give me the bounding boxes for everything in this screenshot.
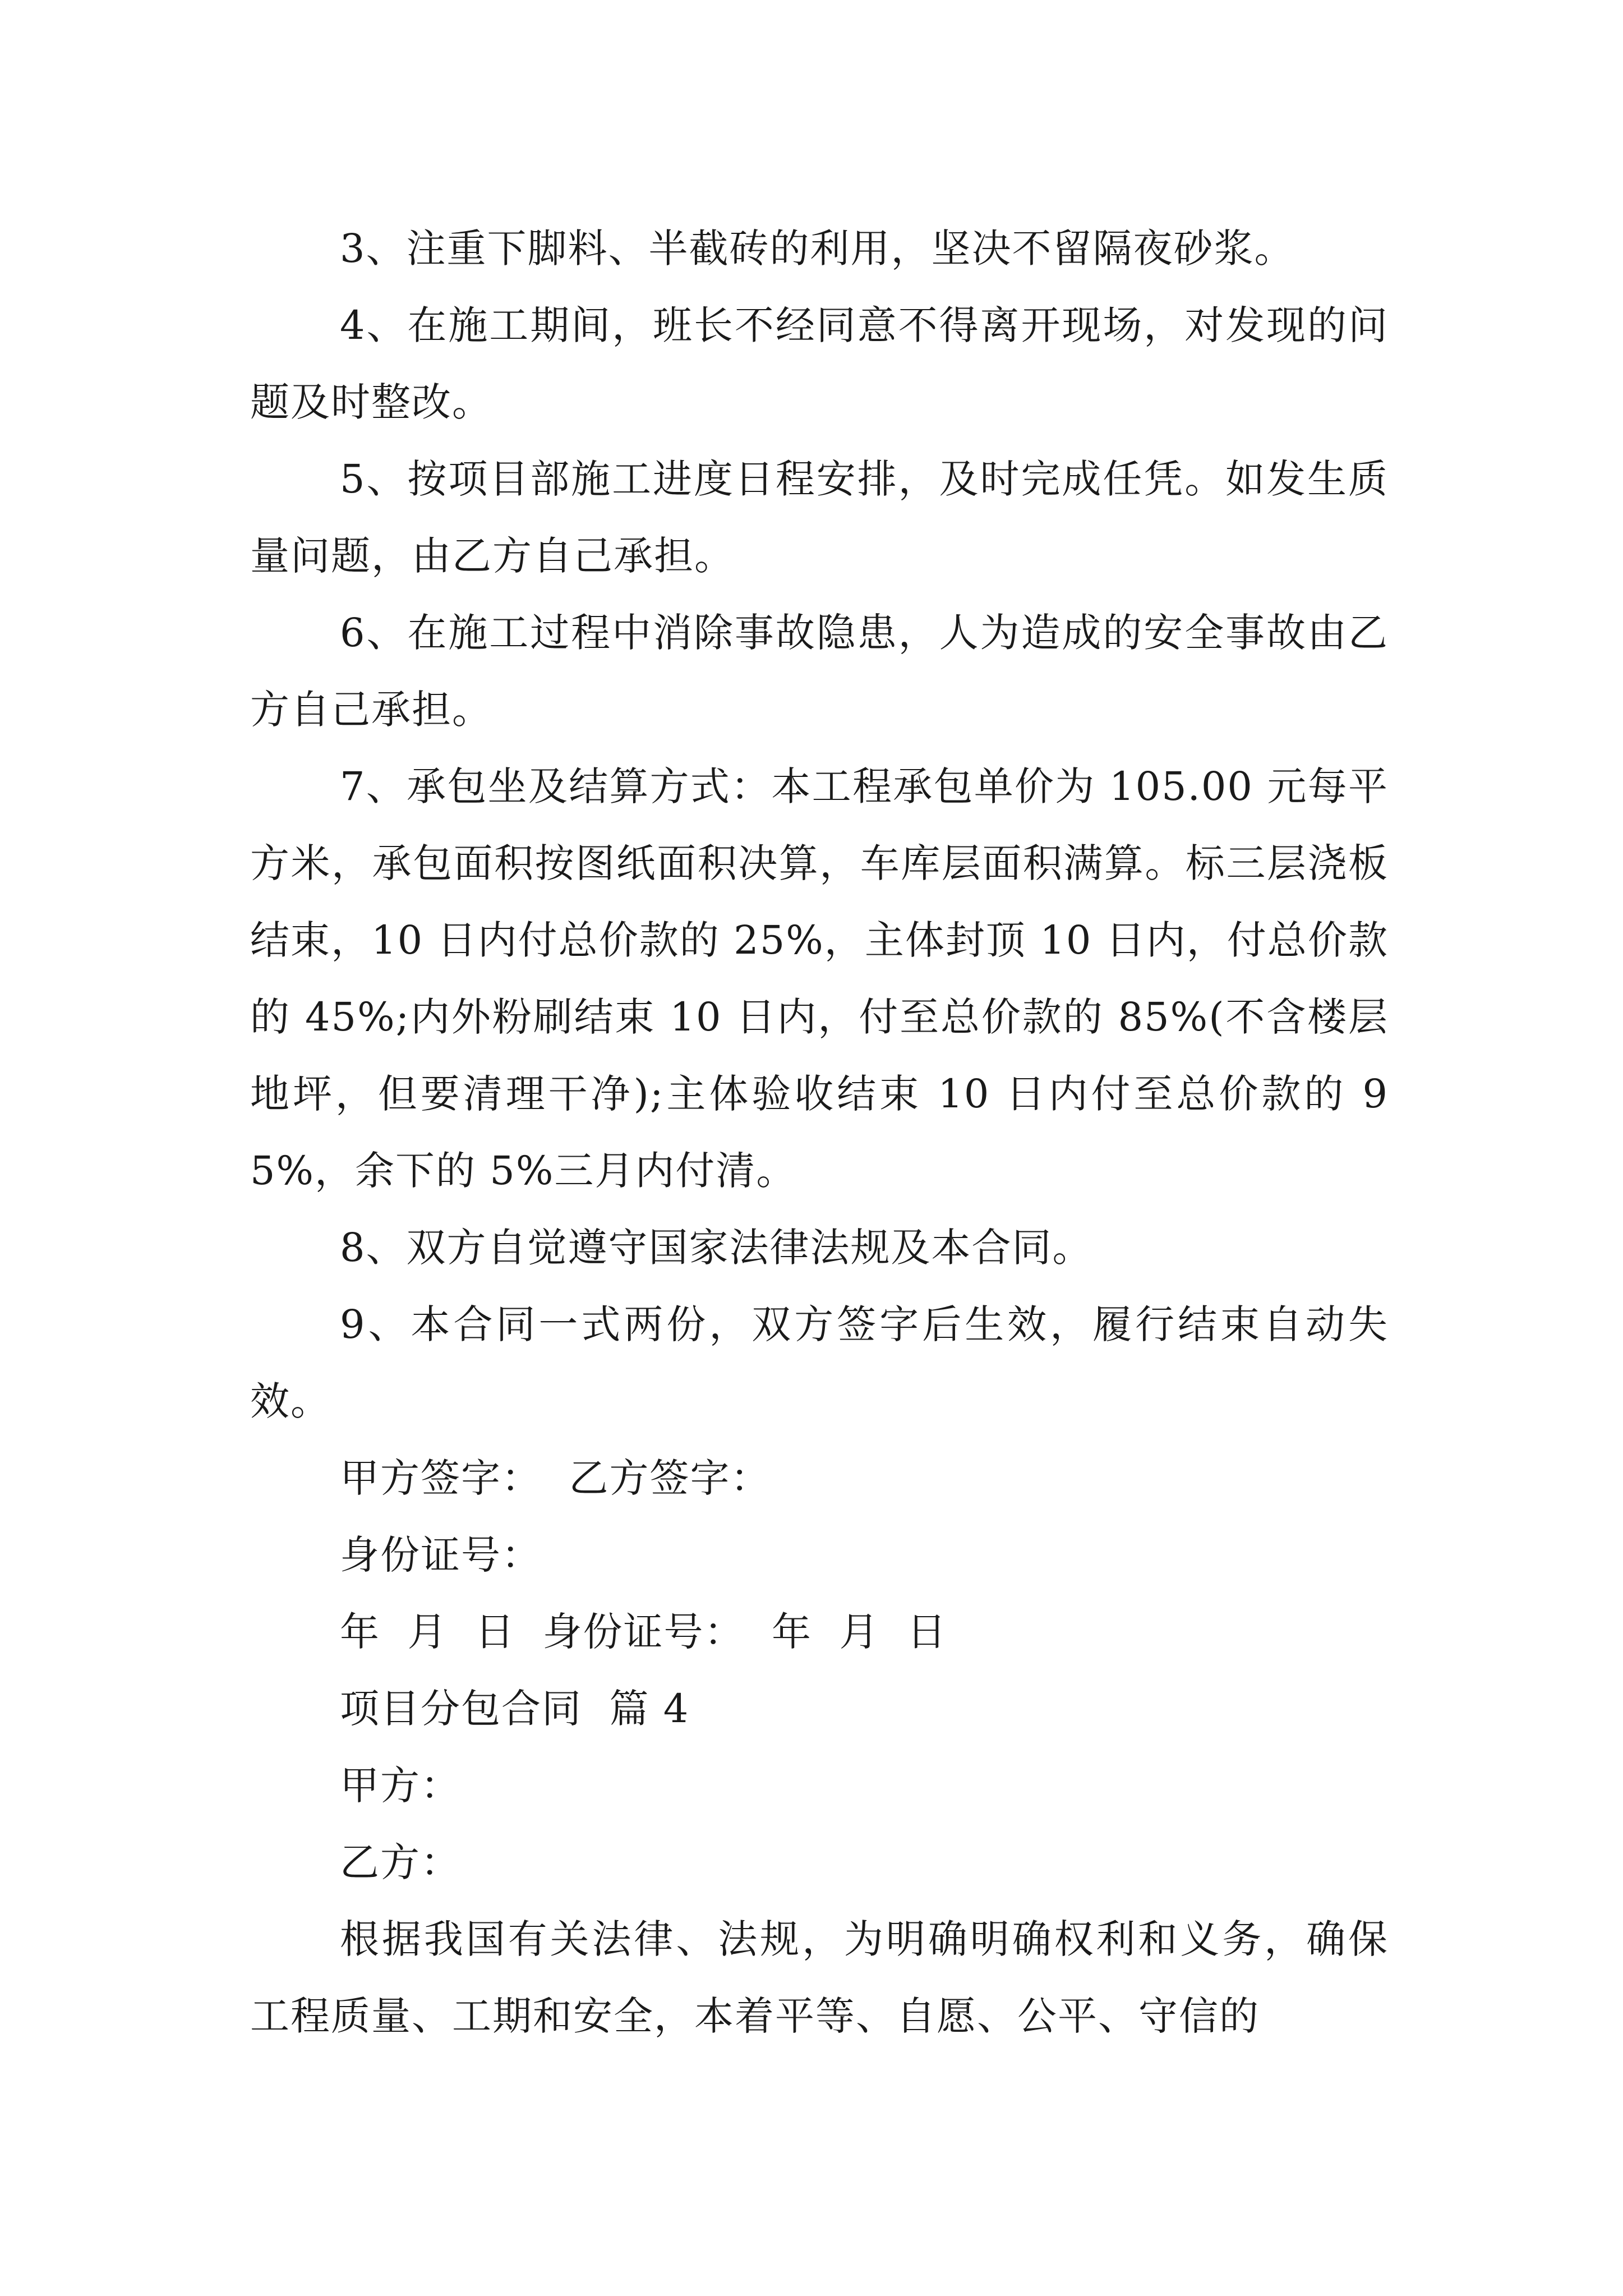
clause-8: 8、双方自觉遵守国家法律法规及本合同。 (340, 1225, 1093, 1271)
section-title: 项目分包合同 篇 4 (340, 1686, 690, 1732)
clause-5: 5、按项目部施工进度日程安排，及时完成任凭。如发生质量问题，由乙方自己承担。 (250, 456, 1389, 579)
party-a-line: 甲方： (340, 1763, 461, 1809)
party-b-line: 乙方： (340, 1839, 461, 1885)
clause-4: 4、在施工期间，班长不经同意不得离开现场，对发现的问题及时整改。 (250, 302, 1389, 425)
date-id-line: 年 月 日 身份证号： 年 月 日 (340, 1609, 948, 1655)
id-number-line: 身份证号： (340, 1532, 542, 1578)
preamble-paragraph: 根据我国有关法律、法规，为明确明确权利和义务，确保工程质量、工期和安全，本着平等、自愿、公平、守信的 (250, 1916, 1389, 2039)
clause-7: 7、承包坐及结算方式：本工程承包单价为 105.00 元每平方米，承包面积按图纸面积决算，车库层面积满算。标三层浇板结束，10 日内付总价款的 25%，主体封顶 10 日内，付总价款的 45%;内外粉刷结束 10 日内，付至总价款的 85%(不含楼层地坪，但要清理干净);主体验收结束 10 日内付至总价款的 95%，余下的 5%三月内付清。 (250, 763, 1389, 1194)
signature-line: 甲方签字： 乙方签字： (340, 1455, 771, 1501)
clause-3: 3、注重下脚料、半截砖的利用，坚决不留隔夜砂浆。 (340, 226, 1295, 272)
document-body (250, 210, 1389, 2055)
clause-9: 9、本合同一式两份，双方签字后生效，履行结束自动失效。 (250, 1301, 1389, 1424)
clause-6: 6、在施工过程中消除事故隐患，人为造成的安全事故由乙方自己承担。 (250, 610, 1389, 733)
